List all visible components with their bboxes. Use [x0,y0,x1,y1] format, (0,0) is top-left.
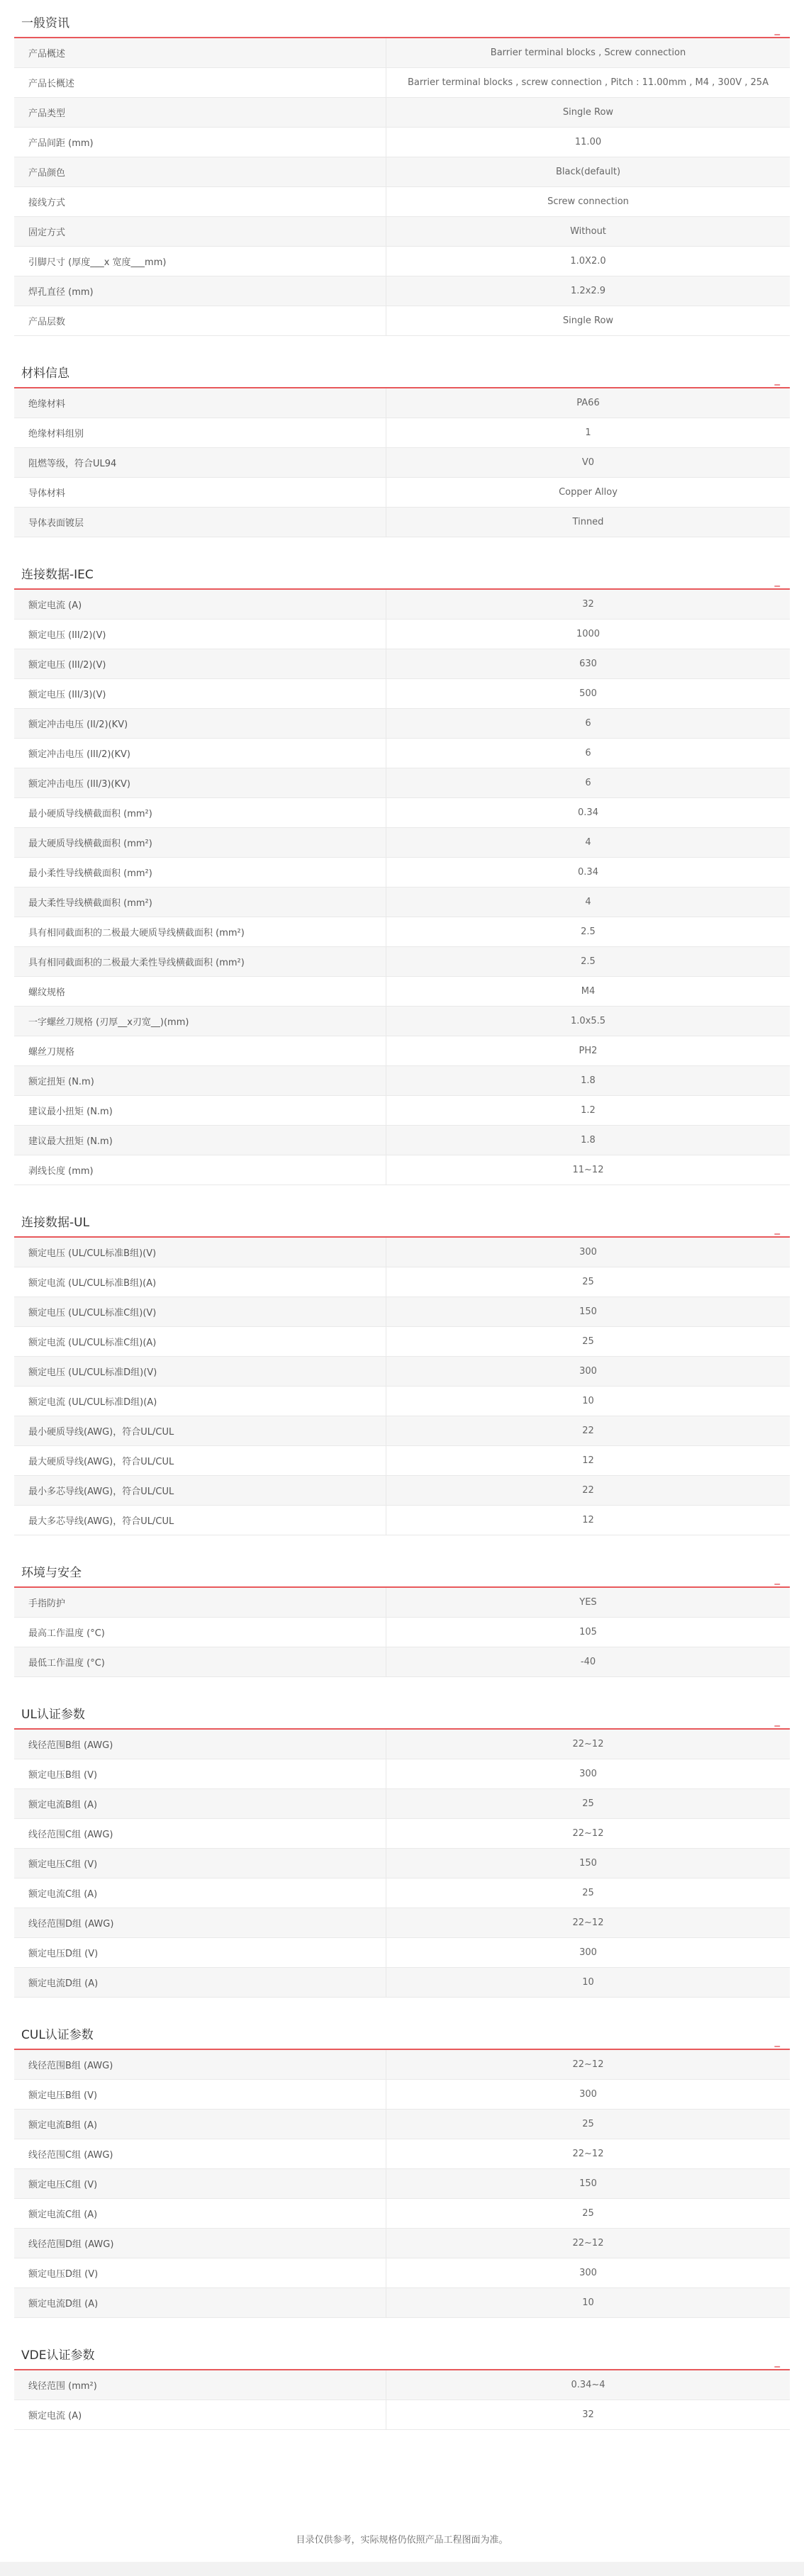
table-row [14,917,790,947]
spec-label: 固定方式 [14,217,386,246]
section-env [14,1550,790,1677]
spec-value: Barrier terminal blocks , Screw connection [490,47,686,58]
section-title: CUL认证参数 [21,2028,94,2042]
collapse-toggle-icon[interactable]: _ [774,23,780,35]
table-row [14,247,790,276]
table-row [14,276,790,306]
spec-table [14,1238,790,1535]
spec-label: 额定冲击电压 (II/2)(KV) [14,709,386,738]
spec-value: 500 [579,688,597,699]
table-row [14,508,790,537]
section-title: 环境与安全 [21,1566,82,1580]
table-row [14,478,790,508]
spec-value: 1.8 [581,1075,596,1086]
spec-value: Screw connection [547,196,629,207]
section-material [14,350,790,537]
spec-value: 300 [579,1769,597,1779]
table-row [14,1506,790,1535]
table-row [14,2370,790,2400]
table-row [14,306,790,336]
table-row [14,217,790,247]
spec-label: 额定电压C组 (V) [14,1849,386,1878]
spec-label: 建议最小扭矩 (N.m) [14,1096,386,1125]
spec-label: 额定电压 (III/2)(V) [14,649,386,678]
section-title: 连接数据-IEC [21,568,94,582]
spec-label: 螺纹规格 [14,977,386,1006]
spec-label: 最大硬质导线(AWG)，符合UL/CUL [14,1446,386,1475]
spec-label: 最大硬质导线横截面积 (mm²) [14,828,386,857]
spec-label: 线径范围B组 (AWG) [14,1730,386,1759]
spec-label: 产品概述 [14,38,386,67]
spec-label: 产品长概述 [14,68,386,97]
table-row [14,768,790,798]
spec-label: 最小硬质导线(AWG)，符合UL/CUL [14,1416,386,1445]
spec-value: 4 [585,897,591,907]
table-row [14,2199,790,2229]
spec-label: 阻燃等级，符合UL94 [14,448,386,477]
spec-label: 额定冲击电压 (III/3)(KV) [14,768,386,797]
spec-label: 线径范围C组 (AWG) [14,1819,386,1848]
spec-value: 32 [582,2409,594,2420]
spec-value: 25 [582,1798,594,1809]
table-row [14,2288,790,2318]
section-iec [14,551,790,1185]
spec-value: 10 [582,1977,594,1988]
spec-value: V0 [581,457,595,468]
spec-value: 300 [579,1366,597,1377]
spec-label: 额定电流B组 (A) [14,1789,386,1818]
spec-value: 1.0x5.5 [570,1016,606,1026]
spec-value: Without [570,226,606,237]
section-ul_cert [14,1691,790,1998]
spec-label: 接线方式 [14,187,386,216]
spec-value: 150 [579,2178,597,2189]
spec-label: 额定电压 (III/3)(V) [14,679,386,708]
section-title: VDE认证参数 [21,2348,95,2363]
spec-label: 额定冲击电压 (III/2)(KV) [14,739,386,768]
spec-label: 额定电压D组 (V) [14,2258,386,2287]
spec-label: 导体表面镀层 [14,508,386,537]
spec-value: Copper Alloy [559,487,618,498]
table-row [14,1126,790,1155]
spec-label: 具有相同截面积的二极最大硬质导线横截面积 (mm²) [14,917,386,946]
table-row [14,128,790,157]
section-header [14,1691,790,1730]
section-header [14,2012,790,2050]
section-general [14,0,790,336]
spec-value: 300 [579,2089,597,2100]
section-header [14,1550,790,1588]
table-row [14,448,790,478]
table-row [14,947,790,977]
spec-value: 6 [585,748,591,758]
spec-table [14,388,790,537]
spec-label: 额定电压D组 (V) [14,1938,386,1967]
spec-value: 10 [582,2297,594,2308]
spec-label: 产品类型 [14,98,386,127]
section-title: 一般资讯 [21,16,69,30]
spec-label: 额定电压 (UL/CUL标准B组)(V) [14,1238,386,1267]
table-row [14,679,790,709]
section-vde_cert [14,2332,790,2430]
spec-value: 25 [582,1277,594,1287]
spec-table [14,38,790,336]
table-row [14,187,790,217]
table-row [14,1730,790,1759]
table-row [14,1327,790,1357]
spec-value: 300 [579,1947,597,1958]
spec-label: 线径范围B组 (AWG) [14,2050,386,2079]
spec-value: -40 [580,1657,596,1667]
spec-label: 额定电流 (UL/CUL标准D组)(A) [14,1387,386,1416]
table-row [14,1647,790,1677]
spec-label: 产品颜色 [14,157,386,186]
spec-label: 线径范围D组 (AWG) [14,2229,386,2258]
spec-value: Single Row [562,315,614,326]
spec-value: 22~12 [572,1917,604,1928]
spec-label: 最低工作温度 (°C) [14,1647,386,1676]
spec-label: 具有相同截面积的二极最大柔性导线横截面积 (mm²) [14,947,386,976]
section-header [14,551,790,590]
spec-value: Tinned [572,517,604,527]
spec-label: 额定电压B组 (V) [14,1759,386,1788]
spec-value: 4 [585,837,591,848]
spec-table [14,590,790,1185]
spec-label: 额定电流 (UL/CUL标准B组)(A) [14,1267,386,1297]
spec-label: 额定电流 (UL/CUL标准C组)(A) [14,1327,386,1356]
table-row [14,2080,790,2110]
table-row [14,1357,790,1387]
spec-label: 引脚尺寸 (厚度___x 宽度___mm) [14,247,386,276]
spec-value: 1.2 [581,1105,596,1116]
table-row [14,590,790,620]
table-row [14,1416,790,1446]
spec-label: 额定电流C组 (A) [14,2199,386,2228]
table-row [14,1789,790,1819]
spec-value: 6 [585,778,591,788]
spec-value: PA66 [576,398,600,408]
spec-value: M4 [581,986,596,997]
spec-label: 剥线长度 (mm) [14,1155,386,1185]
spec-value: 1.2x2.9 [570,286,606,296]
table-row [14,709,790,739]
collapse-toggle-icon[interactable]: _ [774,1222,780,1235]
bottom-band [0,2562,804,2576]
section-title: UL认证参数 [21,1708,85,1722]
spec-label: 线径范围C组 (AWG) [14,2139,386,2168]
spec-label: 线径范围 (mm²) [14,2370,386,2399]
table-row [14,1007,790,1036]
spec-label: 手指防护 [14,1588,386,1617]
table-row [14,1066,790,1096]
table-row [14,620,790,649]
table-row [14,977,790,1007]
spec-label: 额定电压 (III/2)(V) [14,620,386,649]
spec-label: 绝缘材料 [14,388,386,418]
spec-label: 焊孔直径 (mm) [14,276,386,306]
footer-note: 目录仅供参考，实际规格仍依照产品工程图面为准。 [296,2535,508,2546]
table-row [14,1588,790,1618]
collapse-toggle-icon[interactable]: _ [774,2034,780,2047]
spec-value: PH2 [579,1046,598,1056]
spec-value: 1 [585,427,591,438]
spec-value: 105 [579,1627,597,1637]
spec-label: 额定电压C组 (V) [14,2169,386,2198]
spec-value: Single Row [562,107,614,118]
spec-label: 额定电流D组 (A) [14,1968,386,1997]
section-header [14,2332,790,2370]
spec-value: 12 [582,1455,594,1466]
spec-value: 2.5 [581,956,596,967]
section-title: 材料信息 [21,366,69,381]
table-row [14,68,790,98]
table-row [14,1036,790,1066]
spec-label: 导体材料 [14,478,386,507]
table-row [14,2229,790,2258]
table-row [14,38,790,68]
table-row [14,98,790,128]
table-row [14,388,790,418]
spec-value: 22~12 [572,2059,604,2070]
table-row [14,1819,790,1849]
spec-label: 产品间距 (mm) [14,128,386,157]
spec-table [14,2050,790,2318]
table-row [14,798,790,828]
spec-label: 线径范围D组 (AWG) [14,1908,386,1937]
spec-value: 11.00 [574,137,602,147]
spec-value: 22 [582,1485,594,1496]
table-row [14,2050,790,2080]
spec-value: 300 [579,1247,597,1258]
spec-value: 25 [582,2208,594,2219]
spec-label: 最大柔性导线横截面积 (mm²) [14,887,386,917]
spec-label: 最高工作温度 (°C) [14,1618,386,1647]
spec-table [14,2370,790,2430]
spec-value: 150 [579,1306,597,1317]
table-row [14,1096,790,1126]
table-row [14,1968,790,1998]
spec-label: 额定电压 (UL/CUL标准D组)(V) [14,1357,386,1386]
spec-value: 22~12 [572,1739,604,1749]
table-row [14,649,790,679]
spec-label: 螺丝刀规格 [14,1036,386,1065]
spec-value: 1.8 [581,1135,596,1146]
section-header [14,350,790,388]
spec-value: 32 [582,599,594,610]
spec-value: 1.0X2.0 [570,256,606,267]
spec-label: 最小柔性导线横截面积 (mm²) [14,858,386,887]
spec-label: 额定电流 (A) [14,590,386,619]
table-row [14,418,790,448]
spec-label: 产品层数 [14,306,386,335]
spec-value: YES [579,1597,597,1608]
spec-table [14,1730,790,1998]
table-row [14,1297,790,1327]
spec-label: 最小多芯导线(AWG)，符合UL/CUL [14,1476,386,1505]
collapse-toggle-icon[interactable]: _ [774,1714,780,1727]
table-row [14,2139,790,2169]
table-row [14,1618,790,1647]
table-row [14,1155,790,1185]
spec-label: 额定电流D组 (A) [14,2288,386,2317]
spec-label: 最小硬质导线横截面积 (mm²) [14,798,386,827]
section-cul_cert [14,2012,790,2318]
table-row [14,1238,790,1267]
spec-value: 6 [585,718,591,729]
spec-value: 25 [582,2119,594,2129]
table-row [14,1908,790,1938]
table-row [14,1849,790,1878]
spec-label: 额定电流C组 (A) [14,1878,386,1908]
spec-label: 额定电压B组 (V) [14,2080,386,2109]
spec-value: 1000 [576,629,601,639]
table-row [14,2169,790,2199]
spec-label: 额定电压 (UL/CUL标准C组)(V) [14,1297,386,1326]
spec-value: Black(default) [555,167,621,177]
spec-label: 额定电流B组 (A) [14,2110,386,2139]
spec-label: 一字螺丝刀规格 (刃厚__x刃宽__)(mm) [14,1007,386,1036]
spec-value: 22~12 [572,2149,604,2159]
table-row [14,1267,790,1297]
table-row [14,2258,790,2288]
spec-value: 0.34 [578,807,598,818]
collapse-toggle-icon[interactable]: _ [774,373,780,386]
table-row [14,1387,790,1416]
spec-label: 建议最大扭矩 (N.m) [14,1126,386,1155]
spec-value: 300 [579,2268,597,2278]
spec-value: 25 [582,1888,594,1898]
spec-value: 22~12 [572,2238,604,2249]
table-row [14,1878,790,1908]
collapse-toggle-icon[interactable]: _ [774,2355,780,2368]
table-row [14,1759,790,1789]
table-row [14,2110,790,2139]
spec-value: 22~12 [572,1828,604,1839]
table-row [14,1476,790,1506]
table-row [14,1446,790,1476]
section-title: 连接数据-UL [21,1216,90,1230]
collapse-toggle-icon[interactable]: _ [774,574,780,587]
spec-label: 额定扭矩 (N.m) [14,1066,386,1095]
spec-value: 25 [582,1336,594,1347]
table-row [14,1938,790,1968]
spec-value: 0.34~4 [571,2380,605,2390]
table-row [14,858,790,887]
spec-value: 22 [582,1426,594,1436]
table-row [14,739,790,768]
spec-value: 630 [579,659,597,669]
table-row [14,157,790,187]
spec-label: 额定电流 (A) [14,2400,386,2429]
spec-value: Barrier terminal blocks , screw connection , Pitch : 11.00mm , M4 , 300V , 25A [408,77,769,88]
table-row [14,828,790,858]
spec-label: 最大多芯导线(AWG)，符合UL/CUL [14,1506,386,1535]
collapse-toggle-icon[interactable]: _ [774,1572,780,1585]
spec-value: 150 [579,1858,597,1869]
section-ul_conn [14,1199,790,1535]
spec-value: 0.34 [578,867,598,878]
spec-value: 10 [582,1396,594,1406]
table-row [14,2400,790,2430]
table-row [14,887,790,917]
section-header [14,0,790,38]
section-header [14,1199,790,1238]
spec-value: 11~12 [572,1165,604,1175]
spec-value: 2.5 [581,926,596,937]
spec-label: 绝缘材料组别 [14,418,386,447]
spec-value: 12 [582,1515,594,1525]
spec-table [14,1588,790,1677]
